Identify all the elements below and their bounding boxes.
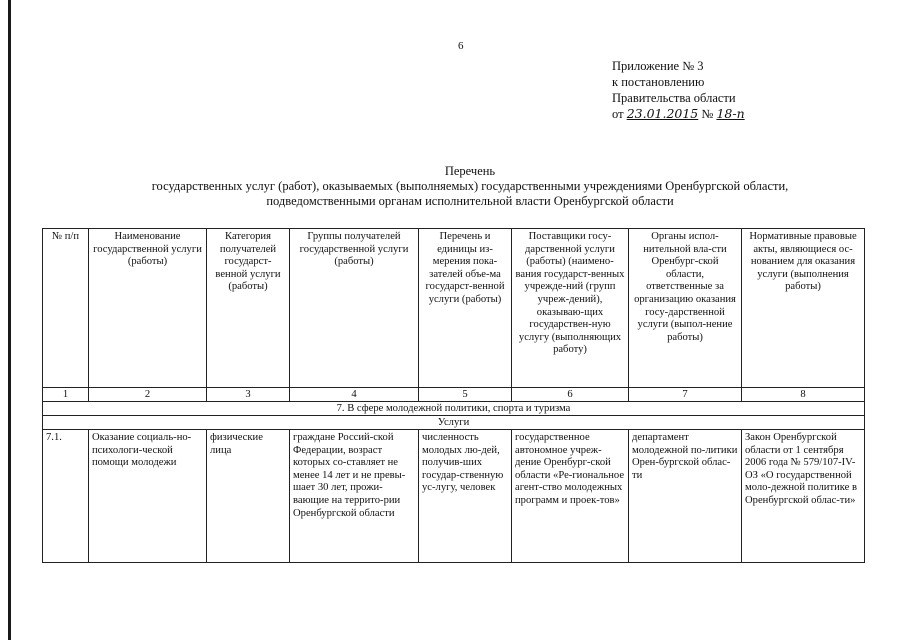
appendix-line-3: Правительства области [612,91,736,105]
handwritten-date: 23.01.2015 [626,106,699,121]
section-heading: 7. В сфере молодежной политики, спорта и туризма [43,402,865,416]
scan-edge-line [8,0,11,640]
services-table [42,228,865,563]
header-cell: Органы испол-нительной вла-сти Оренбург-ской области, ответственные за организацию оказания госу-дарственной услуги (выпол-нение работы) [629,229,742,388]
header-cell: Поставщики госу-дарственной услуги (работы) (наимено-вания государст-венных учрежде-ний (групп учреж-дений), оказываю-щих государствен-ную услугу (выполняющих работу) [512,229,629,388]
column-number: 2 [89,388,207,402]
page-number: 6 [458,40,464,52]
handwritten-number: 18-п [716,106,745,121]
header-cell: Перечень и единицы из-мерения пока-зателей объе-ма государст-венной услуги (работы) [419,229,512,388]
column-number: 1 [43,388,89,402]
appendix-date-line [612,106,745,122]
header-cell: Группы получателей государственной услуги (работы) [290,229,419,388]
header-cell: Наименование государственной услуги (работы) [89,229,207,388]
recipient-category-cell: физические лица [207,430,290,563]
row-number-cell: 7.1. [43,430,89,563]
column-number: 5 [419,388,512,402]
header-cell: № п/п [43,229,89,388]
column-number: 8 [742,388,865,402]
title-line-3: подведомственными органам исполнительной власти Оренбургской области [266,194,674,208]
header-cell: Нормативные правовые акты, являющиеся ос-нованием для оказания услуги (выполнения работы) [742,229,865,388]
column-number-row [43,388,865,402]
appendix-block [612,58,745,122]
recipient-groups-cell: граждане Россий-ской Федерации, возраст которых со-ставляет не менее 14 лет и не превы-шает 30 лет, прожи-вающие на террито-рии Оренбургской области [290,430,419,563]
column-number: 7 [629,388,742,402]
column-number: 3 [207,388,290,402]
section-row [43,402,865,416]
table-row [43,430,865,563]
providers-cell: государственное автономное учреж-дение Оренбург-ской области «Ре-гиональное агент-ство молодежных программ и проек-тов» [512,430,629,563]
volume-indicators-cell: численность молодых лю-дей, получив-ших государ-ственную ус-лугу, человек [419,430,512,563]
header-cell: Категория получателей государст-венной услуги (работы) [207,229,290,388]
subsection-heading: Услуги [43,416,865,430]
appendix-line-2: к постановлению [612,75,705,89]
subsection-row [43,416,865,430]
table-header-row [43,229,865,388]
document-title [40,164,900,209]
title-line-2: государственных услуг (работ), оказываемых (выполняемых) государственными учреждениями Оренбургской области, [151,179,789,193]
title-line-1: Перечень [444,164,496,178]
service-name-cell: Оказание социаль-но-психологи-ческой помощи молодежи [89,430,207,563]
legal-acts-cell: Закон Оренбургской области от 1 сентября 2006 года № 579/107-IV-ОЗ «О государственной моло-дежной политике в Оренбургской облас-ти» [742,430,865,563]
date-prefix: от [612,107,624,121]
column-number: 4 [290,388,419,402]
appendix-line-1: Приложение № 3 [612,59,704,73]
responsible-authority-cell: департамент молодежной по-литики Орен-бургской облас-ти [629,430,742,563]
column-number: 6 [512,388,629,402]
number-prefix: № [701,107,714,121]
